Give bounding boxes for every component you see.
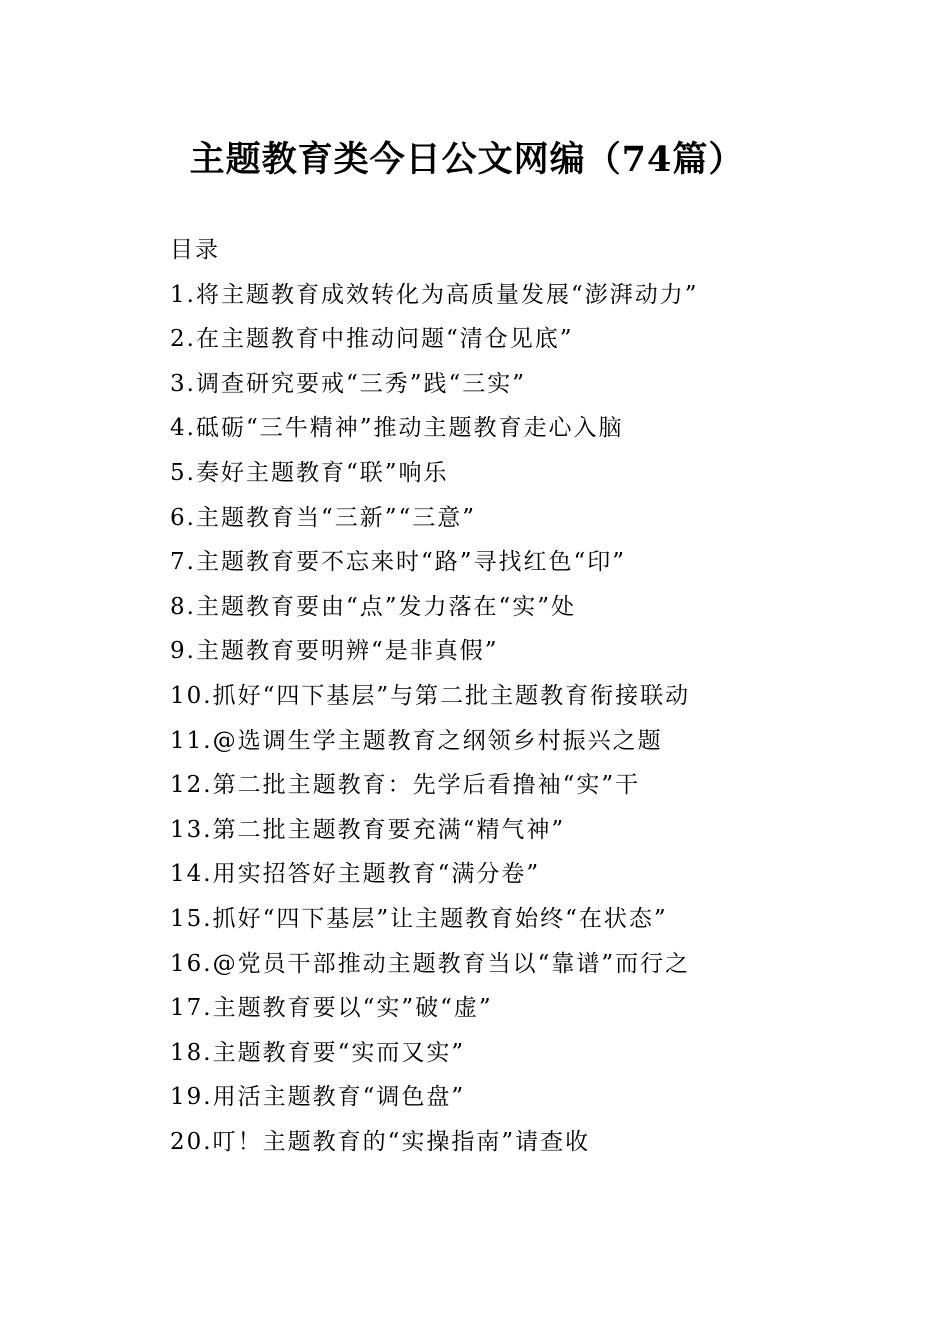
table-of-contents (170, 228, 870, 1164)
toc-item: 17.主题教育要以“实”破“虚” (170, 995, 493, 1022)
toc-item: 12.第二批主题教育：先学后看撸袖“实”干 (170, 772, 641, 799)
toc-item: 1.将主题教育成效转化为高质量发展“澎湃动力” (170, 281, 699, 308)
toc-item: 7.主题教育要不忘来时“路”寻找红色“印” (170, 549, 626, 576)
toc-item: 16.@党员干部推动主题教育当以“靠谱”而行之 (170, 950, 691, 977)
toc-item: 11.@选调生学主题教育之纲领乡村振兴之题 (170, 727, 663, 754)
toc-item: 8.主题教育要由“点”发力落在“实”处 (170, 593, 576, 620)
toc-item: 6.主题教育当“三新”“三意” (170, 504, 476, 531)
toc-item: 18.主题教育要“实而又实” (170, 1039, 466, 1066)
toc-item: 19.用活主题教育“调色盘” (170, 1084, 466, 1111)
document-title: 主题教育类今日公文网编（74篇） (189, 139, 745, 180)
toc-item: 3.调查研究要戒“三秀”践“三实” (170, 370, 526, 397)
toc-item: 20.叮！主题教育的“实操指南”请查收 (170, 1128, 591, 1155)
toc-item: 13.第二批主题教育要充满“精气神” (170, 816, 566, 843)
toc-item: 5.奏好主题教育“联”响乐 (170, 459, 449, 486)
toc-item: 2.在主题教育中推动问题“清仓见底” (170, 326, 574, 353)
toc-item: 14.用实招答好主题教育“满分卷” (170, 861, 541, 888)
toc-item: 10.抓好“四下基层”与第二批主题教育衔接联动 (170, 682, 691, 709)
toc-item: 4.砥砺“三牛精神”推动主题教育走心入脑 (170, 415, 624, 442)
toc-item: 9.主题教育要明辨“是非真假” (170, 638, 499, 665)
toc-heading: 目录 (170, 237, 220, 263)
toc-item: 15.抓好“四下基层”让主题教育始终“在状态” (170, 905, 668, 932)
